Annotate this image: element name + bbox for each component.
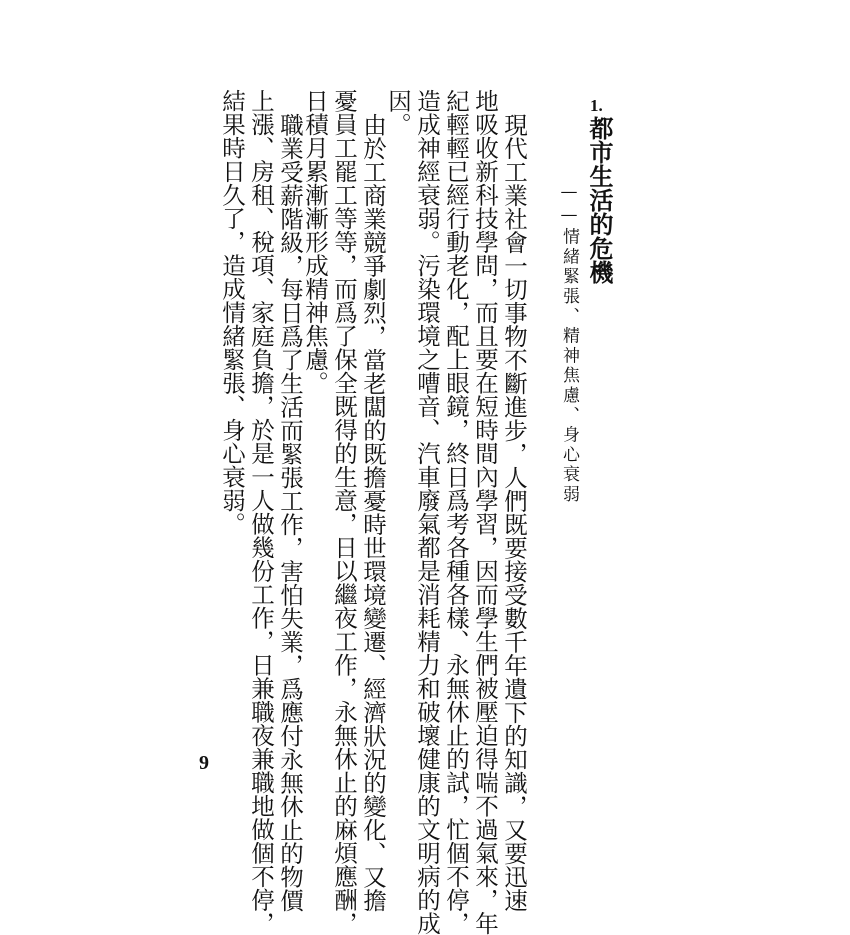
section-number: 1. (590, 96, 603, 115)
paragraph-1-line-2: 地吸收新科技學問，而且要在短時間內學習，因而學生們被壓迫得喘不過氣來，年 (471, 89, 499, 935)
paragraph-3-line-2: 上漲、房租、稅項、家庭負擔，於是一人做幾份工作，日兼職夜兼職地做個不停， (247, 89, 275, 935)
paragraph-1-line-1: 現代工業社會一切事物不斷進步，人們既要接受數千年遺下的知識，又要迅速 (500, 113, 528, 912)
paragraph-3-line-3: 結果時日久了，造成情緒緊張、身心衰弱。 (218, 89, 246, 536)
paragraph-1-line-3: 紀輕輕已經行動老化，配上眼鏡，終日爲考各種各樣、永無休止的試，忙個不停， (442, 89, 470, 935)
paragraph-2-line-3: 日積月累漸漸形成精神焦慮。 (301, 89, 329, 395)
section-subtitle: ——情緒緊張、精神焦慮、身心衰弱 (559, 182, 579, 505)
paragraph-2-line-2: 憂員工罷工等等，而爲了保全既得的生意，日以繼夜工作，永無休止的麻煩應酬， (330, 89, 358, 935)
page-number: 9 (199, 752, 209, 774)
section-title: 都市生活的危機 (585, 116, 613, 284)
paragraph-3-line-1: 職業受薪階級，每日爲了生活而緊張工作，害怕失業，爲應付永無休止的物價 (276, 113, 304, 912)
paragraph-1-line-5: 因。 (384, 89, 412, 136)
paragraph-1-line-4: 造成神經衰弱。污染環境之嘈音、汽車廢氣都是消耗精力和破壞健康的文明病的成 (413, 89, 441, 935)
paragraph-2-line-1: 由於工商業競爭劇烈，當老闆的既擔憂時世環境變遷、經濟狀況的變化、又擔 (359, 113, 387, 912)
